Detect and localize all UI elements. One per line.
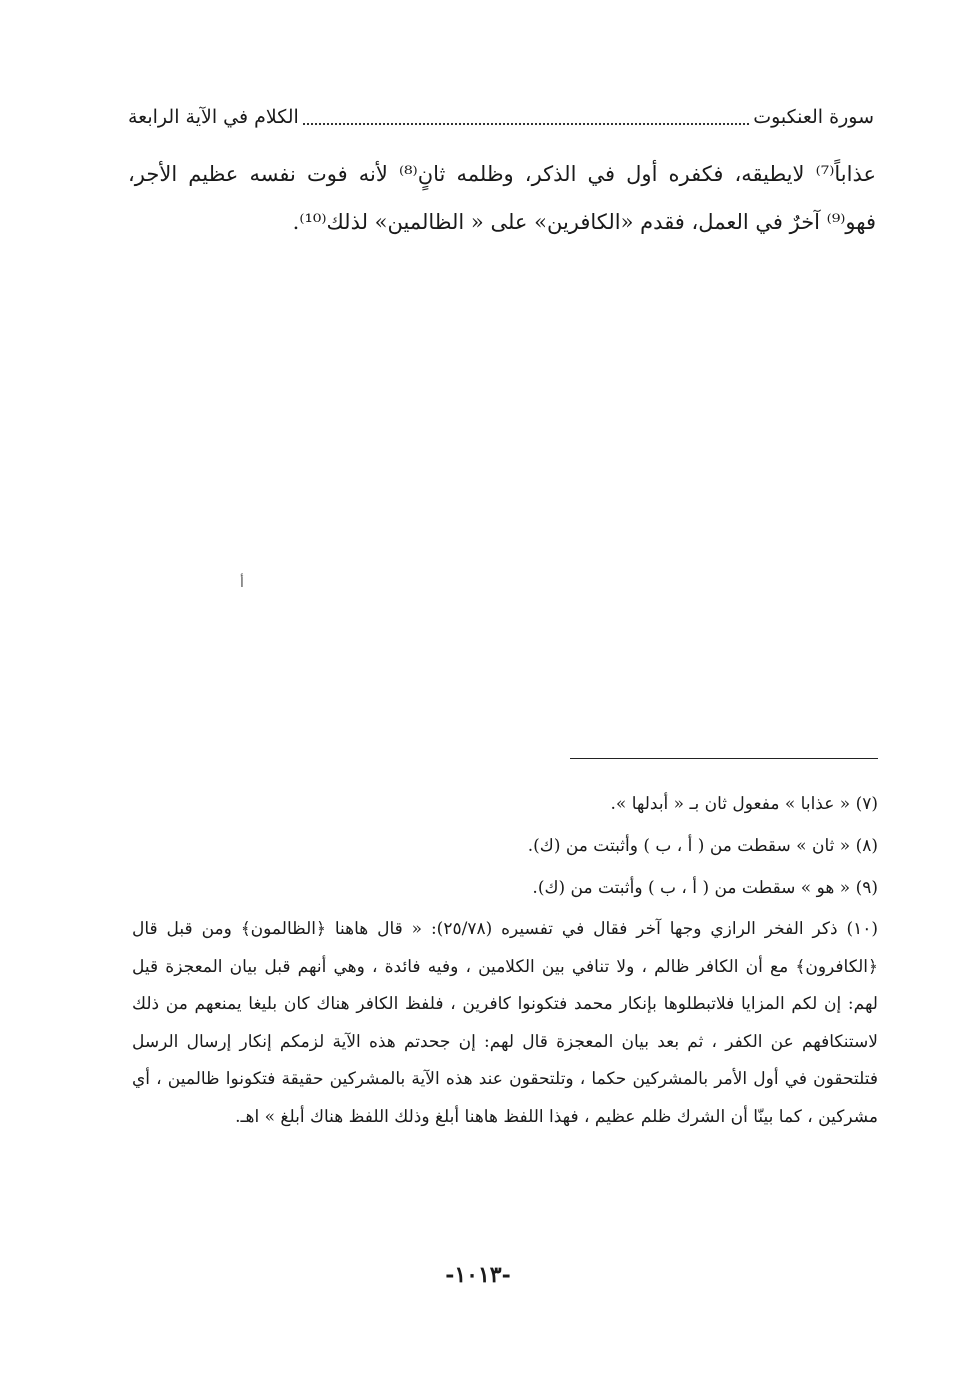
header-dot-leader	[303, 109, 749, 125]
footnote-text: ذكر الفخر الرازي وجها آخر فقال في تفسيره (٢٥/٧٨): « قال هاهنا ﴿الظالمون﴾ ومن قبل قال ﴿الكافرون﴾ مع أن الكافر ظالم ، ولا تنافي بين الكلامين ، وفيه فائدة ، وهي أنهم قبل بيان المعجزة قيل لهم: إن لكم المزايا فلاتبطلوها بإنكار محمد فتكونوا كافرين ، فلفظ الكافر هناك كان بليغا يمنعهم من ذلك لاستنكافهم عن الكفر ، ثم بعد بيان المعجزة قال لهم: إن جحدتم هذه الآية لزمكم إنكار إرسال الرسل فتلتحقون في أول الأمر بالمشركين حكما ، وتلتحقون عند هذه الآية بالمشركين حقيقة فتكونوا ظالمين ، أي مشركين ، كما بينّا أن الشرك ظلم عظيم ، فهذا اللفظ هاهنا أبلغ وذلك اللفظ هناك أبلغ » اهـ.	[132, 919, 878, 1127]
footnotes-section	[132, 785, 878, 1140]
main-text-block	[128, 150, 876, 246]
footnote-text: « ثان » سقطت من ( أ ، ب ) وأثبتت من (ك).	[527, 836, 851, 856]
footnote-number: (٧)	[855, 794, 878, 814]
footnote-9	[132, 869, 878, 907]
footnote-number: (٨)	[855, 836, 878, 856]
footnote-text: « هو » سقطت من ( أ ، ب ) وأثبتت من (ك).	[532, 878, 851, 898]
footnote-10	[132, 911, 878, 1136]
page-number: -١٠١٣-	[445, 1262, 511, 1288]
footnote-text: « عذابا » مفعول ثان بـ « أبدلها ».	[610, 794, 851, 814]
stray-mark: أ	[240, 575, 244, 591]
surah-name: سورة العنكبوت	[753, 106, 874, 128]
footnote-number: (٩)	[855, 878, 878, 898]
main-paragraph: عذاباً⁽⁷⁾ لايطيقه، فكفره أول في الذكر، وظلمه ثانٍ⁽⁸⁾ لأنه فوت نفسه عظيم الأجر، فهو⁽⁹⁾ آخرٌ في العمل، فقدم «الكافرين» على « الظالمين» لذلك⁽¹⁰⁾.	[128, 162, 876, 234]
footnote-7	[132, 785, 878, 823]
footnote-separator	[570, 758, 878, 759]
section-title: الكلام في الآية الرابعة	[128, 106, 299, 128]
running-header	[128, 100, 874, 134]
footnote-number: (١٠)	[846, 919, 878, 939]
footnote-8	[132, 827, 878, 865]
